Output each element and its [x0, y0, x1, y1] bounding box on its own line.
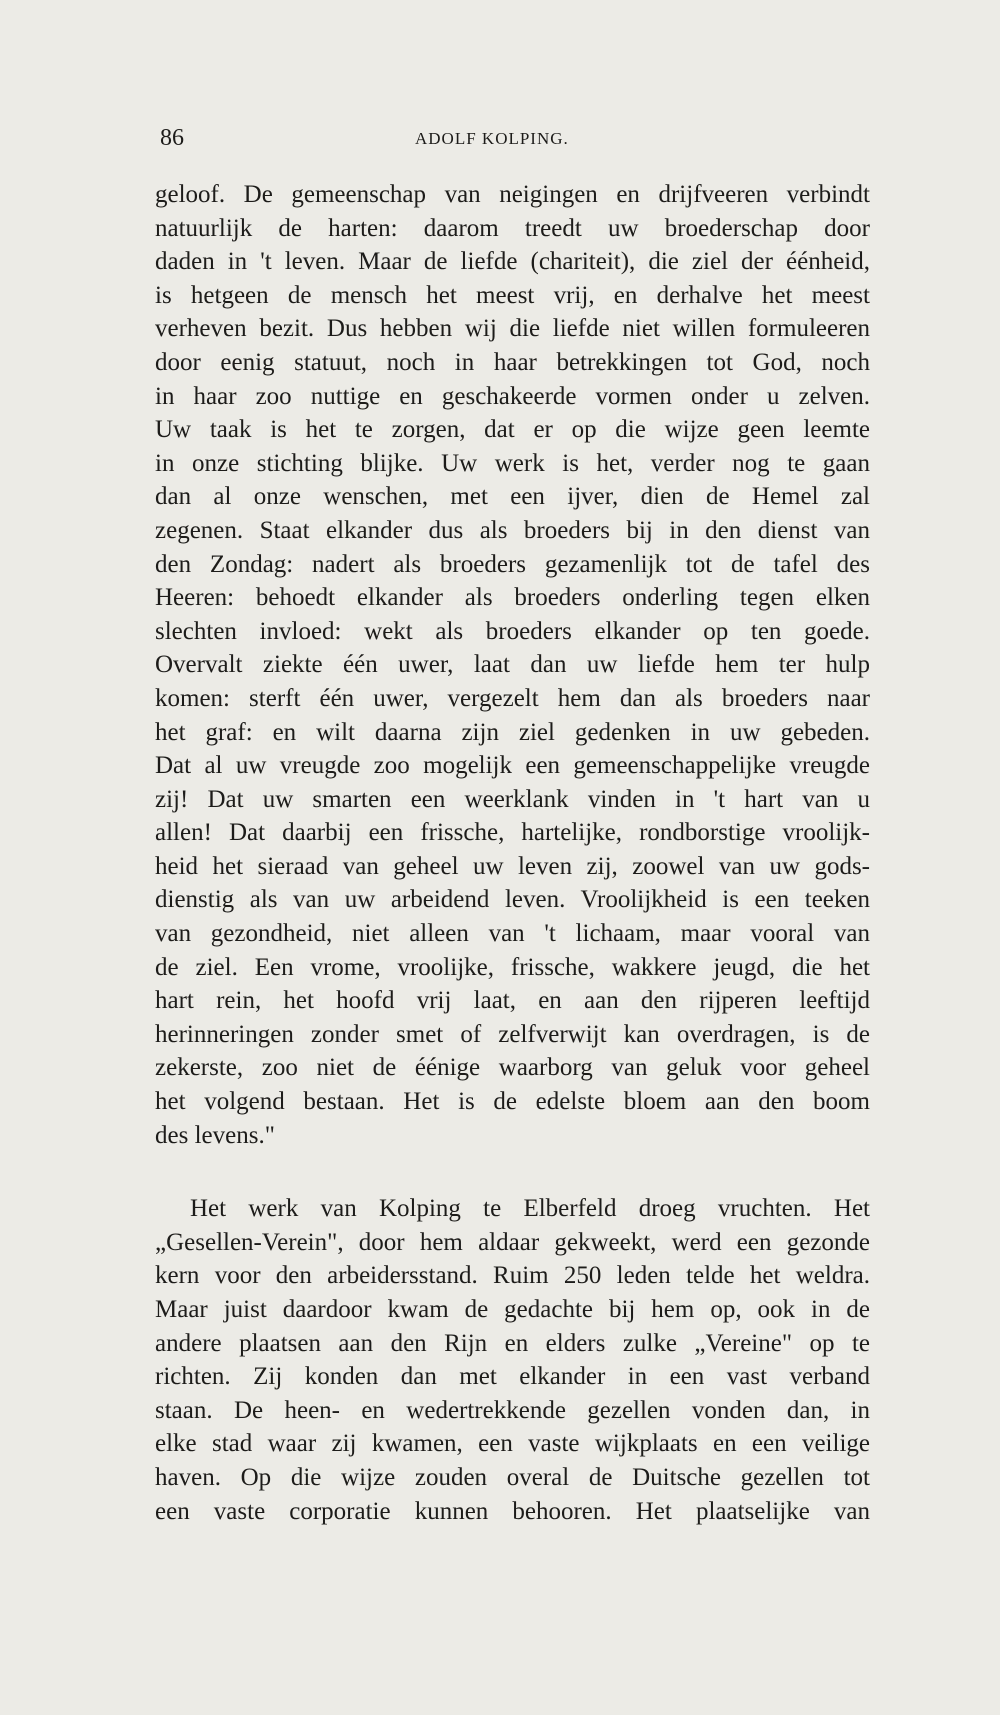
text-line: elke stad waar zij kwamen, een vaste wijkplaats en een veilige	[155, 1430, 870, 1458]
text-line: Uw taak is het te zorgen, dat er op die wijze geen leemte	[155, 416, 870, 444]
text-line: Het werk van Kolping te Elberfeld droeg vruchten. Het	[190, 1195, 870, 1223]
text-line: des levens."	[155, 1121, 275, 1149]
text-line: haven. Op die wijze zouden overal de Duitsche gezellen tot	[155, 1463, 870, 1491]
text-line: Overvalt ziekte één uwer, laat dan uw liefde hem ter hulp	[155, 651, 870, 679]
text-line: daden in 't leven. Maar de liefde (chariteit), die ziel der éénheid,	[155, 248, 870, 276]
paragraph-gap	[155, 1152, 870, 1192]
text-line: herinneringen zonder smet of zelfverwijt kan overdragen, is de	[155, 1020, 870, 1048]
text-line: Dat al uw vreugde zoo mogelijk een gemeenschappelijke vreugde	[155, 752, 870, 780]
text-line: een vaste corporatie kunnen behooren. Het plaatselijke van	[155, 1497, 870, 1525]
paragraph-quote	[155, 178, 870, 1152]
page-header	[160, 125, 880, 165]
text-line: in haar zoo nuttige en geschakeerde vormen onder u zelven.	[155, 382, 870, 410]
text-line: is hetgeen de mensch het meest vrij, en derhalve het meest	[155, 281, 870, 309]
text-line: staan. De heen- en wedertrekkende gezellen vonden dan, in	[155, 1396, 870, 1424]
text-line: kern voor den arbeidersstand. Ruim 250 leden telde het weldra.	[155, 1262, 870, 1290]
running-head: ADOLF KOLPING.	[415, 129, 569, 148]
text-line: geloof. De gemeenschap van neigingen en drijfveeren verbindt	[155, 181, 870, 208]
text-line: hart rein, het hoofd vrij laat, en aan den rijperen leeftijd	[155, 987, 870, 1015]
text-line: Heeren: behoedt elkander als broeders onderling tegen elken	[155, 584, 870, 612]
text-line: komen: sterft één uwer, vergezelt hem dan als broeders naar	[155, 684, 870, 712]
text-line: zij! Dat uw smarten een weerklank vinden in 't hart van u	[155, 785, 870, 813]
text-line: de ziel. Een vrome, vroolijke, frissche, wakkere jeugd, die het	[155, 953, 870, 981]
text-line: den Zondag: nadert als broeders gezamenlijk tot de tafel des	[155, 550, 870, 578]
text-line: slechten invloed: wekt als broeders elkander op ten goede.	[155, 617, 870, 645]
text-line: andere plaatsen aan den Rijn en elders zulke „Vereine" op te	[155, 1329, 870, 1357]
text-line: allen! Dat daarbij een frissche, hartelijke, rondborstige vroolijk-	[155, 819, 870, 847]
text-line: zekerste, zoo niet de éénige waarborg van geluk voor geheel	[155, 1054, 870, 1082]
paragraph-narrative	[155, 1192, 870, 1528]
text-line: zegenen. Staat elkander dus als broeders bij in den dienst van	[155, 516, 870, 544]
text-line: Maar juist daardoor kwam de gedachte bij hem op, ook in de	[155, 1296, 870, 1323]
text-line: van gezondheid, niet alleen van 't lichaam, maar vooral van	[155, 920, 870, 948]
text-line: het graf: en wilt daarna zijn ziel gedenken in uw gebeden.	[155, 718, 870, 746]
page-number: 86	[160, 125, 184, 151]
text-line: dan al onze wenschen, met een ijver, dien de Hemel zal	[155, 483, 870, 511]
page-body	[155, 178, 870, 1528]
text-line: door eenig statuut, noch in haar betrekkingen tot God, noch	[155, 348, 870, 376]
text-line: in onze stichting blijke. Uw werk is het, verder nog te gaan	[155, 449, 870, 477]
text-line: verheven bezit. Dus hebben wij die liefde niet willen formuleeren	[155, 315, 870, 343]
text-line: natuurlijk de harten: daarom treedt uw broederschap door	[155, 214, 870, 242]
text-line: heid het sieraad van geheel uw leven zij, zoowel van uw gods-	[155, 852, 870, 880]
text-line: dienstig als van uw arbeidend leven. Vroolijkheid is een teeken	[155, 886, 870, 914]
text-line: het volgend bestaan. Het is de edelste bloem aan den boom	[155, 1088, 870, 1116]
text-line: richten. Zij konden dan met elkander in een vast verband	[155, 1363, 870, 1391]
text-line: „Gesellen-Verein", door hem aldaar gekweekt, werd een gezonde	[155, 1228, 870, 1256]
